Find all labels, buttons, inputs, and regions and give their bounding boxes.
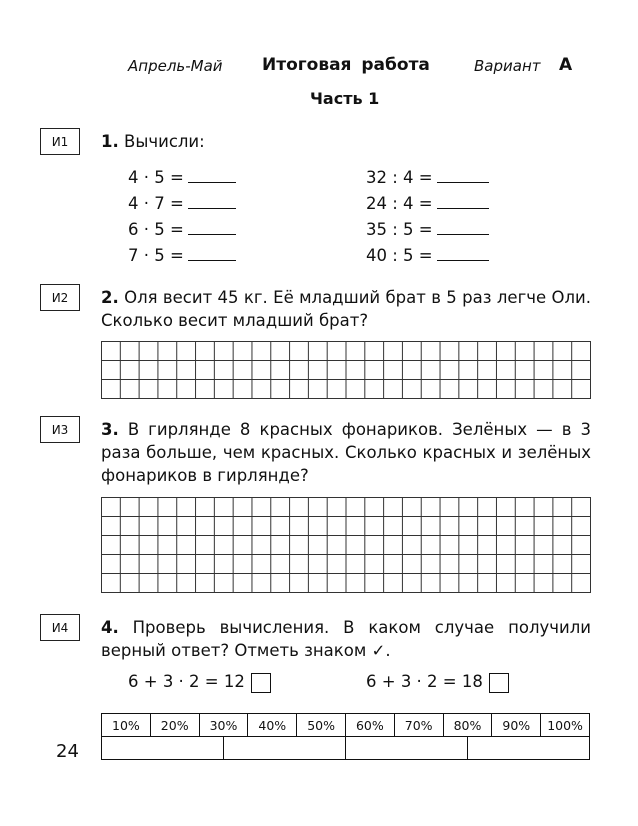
task-number: 3. bbox=[101, 420, 119, 439]
answer-blank[interactable] bbox=[437, 246, 489, 261]
task-number: 4. bbox=[101, 618, 119, 637]
task-1 bbox=[101, 130, 591, 153]
option-expression: 6 + 3 · 2 = 12 bbox=[128, 672, 245, 691]
option-1-checkbox[interactable] bbox=[251, 673, 271, 693]
scale-cell: 40% bbox=[248, 714, 297, 736]
task-4 bbox=[101, 616, 591, 662]
example-right-1: 32 : 4 = bbox=[366, 168, 489, 187]
option-2-checkbox[interactable] bbox=[489, 673, 509, 693]
task-text: Проверь вычисления. В каком случае получили верный ответ? Отметь знаком ✓. bbox=[101, 618, 592, 660]
scale-cell: 30% bbox=[200, 714, 249, 736]
task-code-2: И2 bbox=[40, 284, 80, 311]
task-text: Вычисли: bbox=[124, 132, 205, 151]
scale-cell: 70% bbox=[395, 714, 444, 736]
answer-blank[interactable] bbox=[188, 220, 236, 235]
variant-letter: А bbox=[559, 55, 573, 75]
scale-mark-cell[interactable] bbox=[224, 737, 346, 760]
task-3 bbox=[101, 418, 591, 487]
example-left-3: 6 · 5 = bbox=[128, 220, 236, 239]
header-period: Апрель-Май bbox=[128, 57, 223, 75]
option-2 bbox=[366, 672, 509, 693]
variant-label: Вариант bbox=[474, 57, 541, 75]
scale-cell: 100% bbox=[547, 717, 583, 733]
score-scale bbox=[101, 713, 590, 760]
answer-blank[interactable] bbox=[188, 246, 236, 261]
scale-mark-cell[interactable] bbox=[468, 737, 589, 760]
example-right-4: 40 : 5 = bbox=[366, 246, 489, 265]
example-left-2: 4 · 7 = bbox=[128, 194, 236, 213]
answer-grid-2[interactable] bbox=[101, 341, 591, 399]
scale-cell: 50% bbox=[297, 714, 346, 736]
option-1 bbox=[128, 672, 271, 693]
task-code-3: И3 bbox=[40, 416, 80, 443]
scale-cell: 20% bbox=[151, 714, 200, 736]
scale-cell: 10% bbox=[102, 714, 151, 736]
answer-blank[interactable] bbox=[188, 168, 236, 183]
option-expression: 6 + 3 · 2 = 18 bbox=[366, 672, 483, 691]
example-right-2: 24 : 4 = bbox=[366, 194, 489, 213]
answer-blank[interactable] bbox=[188, 194, 236, 209]
task-number: 2. bbox=[101, 288, 119, 307]
answer-blank[interactable] bbox=[437, 194, 489, 209]
task-2 bbox=[101, 286, 591, 332]
page-title: Итоговая работа bbox=[262, 55, 430, 75]
scale-mark-cell[interactable] bbox=[102, 737, 224, 760]
scale-cell: 90% bbox=[492, 714, 541, 736]
answer-blank[interactable] bbox=[437, 220, 489, 235]
example-left-1: 4 · 5 = bbox=[128, 168, 236, 187]
answer-blank[interactable] bbox=[437, 168, 489, 183]
part-title: Часть 1 bbox=[310, 89, 380, 108]
task-text: Оля весит 45 кг. Её младший брат в 5 раз легче Оли. Сколько весит младший брат? bbox=[101, 288, 591, 330]
answer-grid-3[interactable] bbox=[101, 497, 591, 593]
scale-cell: 60% bbox=[346, 714, 395, 736]
task-code-4: И4 bbox=[40, 614, 80, 641]
task-code-1: И1 bbox=[40, 128, 80, 155]
example-left-4: 7 · 5 = bbox=[128, 246, 236, 265]
task-number: 1. bbox=[101, 132, 119, 151]
example-right-3: 35 : 5 = bbox=[366, 220, 489, 239]
scale-mark-cell[interactable] bbox=[346, 737, 468, 760]
task-text: В гирлянде 8 красных фонариков. Зелёных — в 3 раза больше, чем красных. Сколько красных и зелёных фонариков в гирлянде? bbox=[101, 420, 591, 485]
page-number: 24 bbox=[56, 741, 79, 762]
scale-cell: 80% bbox=[444, 714, 493, 736]
